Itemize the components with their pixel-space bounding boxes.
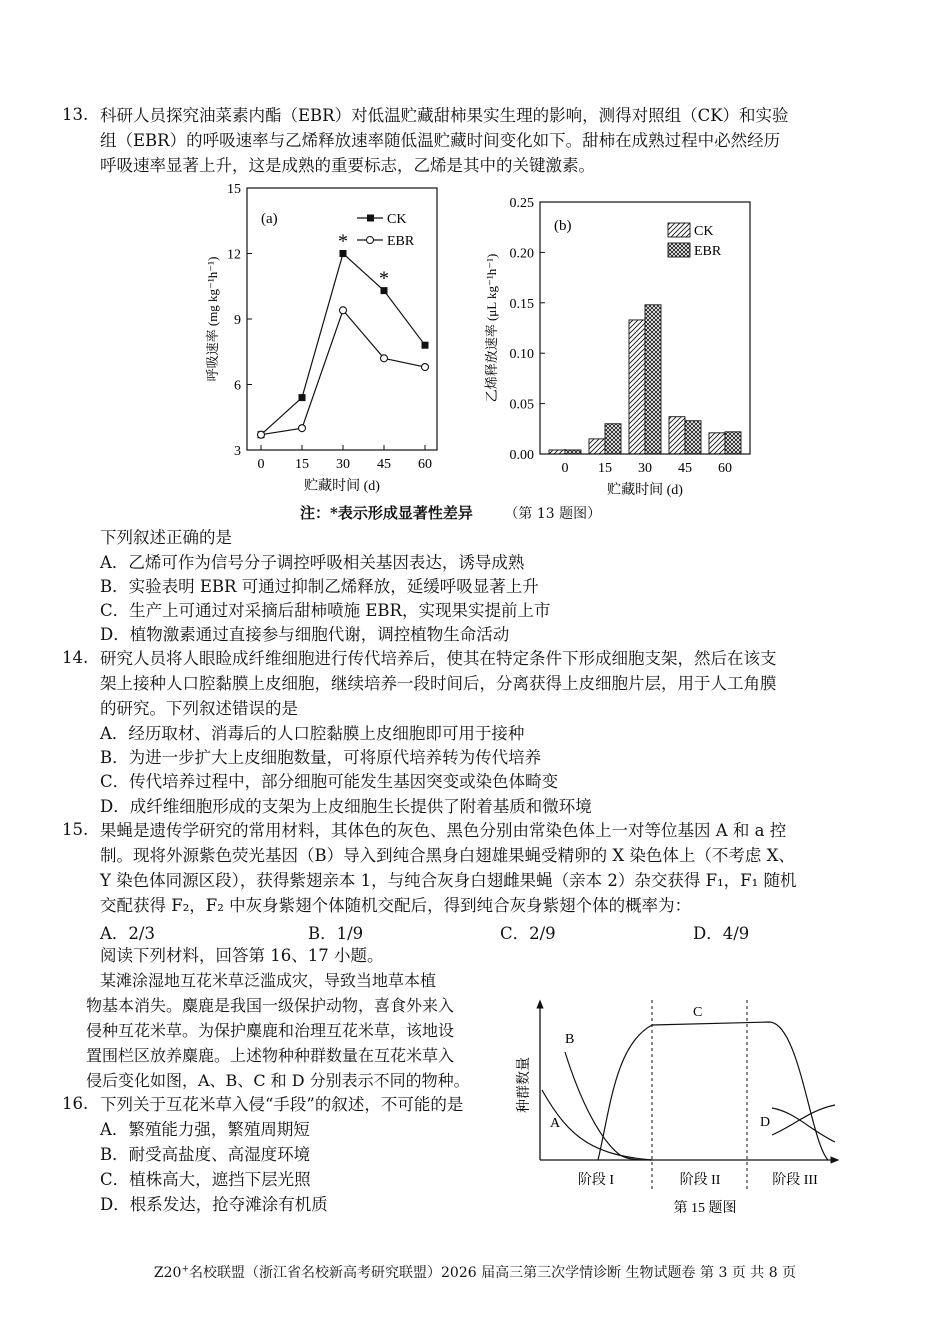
chart-b-bar-ebr <box>565 450 581 454</box>
chart-b-bar-ck <box>629 320 645 454</box>
q13-stem: 下列叙述正确的是 <box>100 528 232 547</box>
curve-label-c: C <box>693 1005 703 1020</box>
reading-line-5: 侵后变化如图，A、B、C 和 D 分别表示不同的物种。 <box>86 1071 470 1090</box>
q15-option-c: C．2/9 <box>500 924 556 943</box>
chart-b-legend-label: EBR <box>694 244 722 259</box>
stage-label-2: 阶段 II <box>679 1173 721 1188</box>
footer-sup: + <box>181 1264 190 1275</box>
chart-a-ytick-label: 9 <box>234 313 241 328</box>
q13-option-b: B．实验表明 EBR 可通过抑制乙烯释放，延缓呼吸显著上升 <box>100 577 539 596</box>
chart-a-point-ebr <box>422 364 429 371</box>
q16-stem: 下列关于互花米草入侵“手段”的叙述，不可能的是 <box>100 1095 464 1114</box>
stage-label-1: 阶段 I <box>577 1173 615 1188</box>
chart-a-point-ebr <box>258 431 265 438</box>
q16-option-b: B．耐受高盐度、高湿度环境 <box>100 1145 311 1164</box>
q16-option-d: D．根系发达，抢夺滩涂有机质 <box>100 1195 328 1214</box>
chart-b-xtick-label: 0 <box>561 461 569 476</box>
curve-d-rising <box>772 1105 835 1135</box>
chart-b-ytick-label: 0.25 <box>509 196 534 211</box>
q14-option-d: D．成纤维细胞形成的支架为上皮细胞生长提供了附着基质和微环境 <box>100 797 592 816</box>
q13-line-1: 科研人员探究油菜素内酯（EBR）对低温贮藏甜柿果实生理的影响，测得对照组（CK）和实验 <box>100 106 789 125</box>
chart-a-ylabel: 呼吸速率 (mg kg⁻¹h⁻¹) <box>205 256 220 382</box>
chart-a-series-line <box>261 254 425 435</box>
chart-a-point-ebr <box>340 307 347 314</box>
chart-b-xtick-label: 30 <box>638 461 652 476</box>
curve-b <box>565 1052 652 1160</box>
chart-a-ytick-label: 3 <box>234 444 241 459</box>
q14-line-1: 研究人员将人眼睑成纤维细胞进行传代培养后，使其在特定条件下形成细胞支架，然后在该支 <box>100 649 777 668</box>
chart-a-ytick-label: 15 <box>227 182 241 197</box>
q15-number: 15. <box>62 820 89 839</box>
chart-b-xtick-label: 60 <box>718 461 732 476</box>
chart-a-legend-marker <box>367 215 374 222</box>
q15-line-3: Y 染色体同源区段），获得紫翅亲本 1，与纯合灰身白翅雌果蝇（亲本 2）杂交获得 F₁，F₁ 随机 <box>100 871 797 890</box>
curve-label-a: A <box>550 1116 561 1131</box>
q15-option-d: D．4/9 <box>693 924 750 943</box>
chart-b-bar-ebr <box>725 432 741 454</box>
chart-a-significance-mark: * <box>379 267 389 290</box>
q13-number: 13. <box>62 105 89 124</box>
q13-line-2: 组（EBR）的呼吸速率与乙烯释放速率随低温贮藏时间变化如下。甜柿在成熟过程中必然经历 <box>100 131 781 150</box>
footer-rest: 名校联盟（浙江省名校新高考研究联盟）2026 届高三第三次学情诊断 生物试题卷 第 3 页 共 8 页 <box>189 1265 797 1281</box>
q16-number: 16. <box>62 1094 89 1113</box>
q15-line-2: 制。现将外源紫色荧光基因（B）导入到纯合黑身白翅雄果蝇受精卵的 X 染色体上（不考虑 X、 <box>100 846 795 865</box>
chart-b-bar-ck <box>589 439 605 454</box>
q15-line-1: 果蝇是遗传学研究的常用材料，其体色的灰色、黑色分别由常染色体上一对等位基因 A 和 a 控 <box>100 821 787 840</box>
reading-line-2: 物基本消失。麋鹿是我国一级保护动物，喜食外来入 <box>86 996 455 1015</box>
chart-a-point-ebr <box>299 425 306 432</box>
chart-b-ytick-label: 0.10 <box>509 347 534 363</box>
q13-note: 注：*表示形成显著性差异 <box>300 504 473 522</box>
footer-z20: Z20 <box>153 1265 182 1281</box>
chart-a-xtick-label: 15 <box>295 457 309 472</box>
chart-b-bar-ck <box>709 433 725 454</box>
q13-line-3: 呼吸速率显著上升，这是成熟的重要标志，乙烯是其中的关键激素。 <box>100 156 595 175</box>
curve-label-b: B <box>565 1032 575 1047</box>
reading-line-1: 某滩涂湿地互花米草泛滥成灾，导致当地草本植 <box>100 971 437 990</box>
q14-number: 14. <box>62 648 89 667</box>
q15-option-b: B．1/9 <box>308 924 364 943</box>
q16-option-a: A．繁殖能力强，繁殖周期短 <box>100 1120 310 1139</box>
stage-label-3: 阶段 III <box>772 1173 818 1188</box>
page-footer <box>0 1262 950 1282</box>
q13-option-a: A．乙烯可作为信号分子调控呼吸相关基因表达，诱导成熟 <box>100 553 525 572</box>
chart-a-respiration-rate <box>195 178 455 503</box>
pop-figure-caption: 第 15 题图 <box>673 1201 737 1216</box>
chart-b-xlabel: 贮藏时间 (d) <box>607 483 683 498</box>
q14-option-c: C．传代培养过程中，部分细胞可能发生基因突变或染色体畸变 <box>100 772 559 791</box>
curve-label-d: D <box>760 1115 771 1130</box>
q14-option-a: A．经历取材、消毒后的人口腔黏膜上皮细胞即可用于接种 <box>100 724 525 743</box>
reading-line-3: 侵种互花米草。为保护麋鹿和治理互花米草，该地设 <box>86 1021 455 1040</box>
q14-line-3: 的研究。下列叙述错误的是 <box>100 699 298 718</box>
chart-b-bar-ck <box>549 450 565 454</box>
curve-c <box>598 1022 828 1160</box>
chart-b-ytick-label: 0.00 <box>509 448 534 463</box>
q14-line-2: 架上接种人口腔黏膜上皮细胞，继续培养一段时间后，分离获得上皮细胞片层，用于人工角膜 <box>100 674 777 693</box>
chart-b-legend-swatch <box>668 223 690 237</box>
chart-a-significance-mark: * <box>338 230 348 253</box>
chart-b-legend-swatch <box>668 243 690 257</box>
chart-a-title: (a) <box>261 211 278 227</box>
chart-b-ethylene-rate <box>478 190 768 503</box>
curve-d-falling <box>772 1108 835 1142</box>
chart-a-point-ebr <box>381 355 388 362</box>
chart-b-xtick-label: 15 <box>598 461 612 476</box>
chart-population-stages <box>510 990 840 1220</box>
q15-line-4: 交配获得 F₂，F₂ 中灰身紫翅个体随机交配后，得到纯合灰身紫翅个体的概率为： <box>100 896 692 915</box>
chart-b-bar-ebr <box>685 421 701 454</box>
chart-a-legend-label: EBR <box>387 234 415 249</box>
q13-figure-caption: （第 13 题图） <box>504 506 602 522</box>
q15-option-a: A．2/3 <box>100 924 155 943</box>
chart-b-ytick-label: 0.05 <box>509 397 534 413</box>
chart-b-bar-ebr <box>645 305 661 454</box>
q16-option-c: C．植株高大，遮挡下层光照 <box>100 1170 311 1189</box>
chart-b-bar-ck <box>669 417 685 454</box>
chart-a-point-ck <box>422 342 429 349</box>
chart-a-ytick-label: 6 <box>234 378 241 394</box>
chart-b-xtick-label: 45 <box>678 461 692 476</box>
chart-a-xtick-label: 0 <box>257 457 265 472</box>
chart-b-ylabel: 乙烯释放速率 (μL kg⁻¹h⁻¹) <box>484 253 499 403</box>
chart-a-point-ck <box>299 394 306 401</box>
q14-option-b: B．为进一步扩大上皮细胞数量，可将原代培养转为传代培养 <box>100 748 542 767</box>
chart-b-ytick-label: 0.15 <box>509 296 534 312</box>
chart-b-bar-ebr <box>605 424 621 454</box>
chart-b-legend-label: CK <box>694 224 714 239</box>
pop-y-label: 种群数量 <box>517 1057 532 1113</box>
chart-a-xtick-label: 45 <box>377 457 391 472</box>
reading-intro: 阅读下列材料，回答第 16、17 小题。 <box>100 946 384 965</box>
chart-a-ytick-label: 12 <box>227 247 241 263</box>
reading-line-4: 置围栏区放养麋鹿。上述物种种群数量在互花米草入 <box>86 1046 455 1065</box>
q13-option-c: C．生产上可通过对采摘后甜柿喷施 EBR，实现果实提前上市 <box>100 601 551 620</box>
chart-b-title: (b) <box>554 218 572 234</box>
chart-a-xlabel: 贮藏时间 (d) <box>304 479 380 494</box>
chart-a-xtick-label: 30 <box>336 457 350 472</box>
q13-option-d: D．植物激素通过直接参与细胞代谢，调控植物生命活动 <box>100 625 510 644</box>
chart-b-ytick-label: 0.20 <box>509 246 534 262</box>
chart-a-frame <box>247 188 437 450</box>
chart-a-xtick-label: 60 <box>418 457 432 472</box>
chart-a-legend-label: CK <box>387 212 407 227</box>
chart-a-series-line <box>261 310 425 434</box>
chart-a-legend-marker <box>367 237 374 244</box>
